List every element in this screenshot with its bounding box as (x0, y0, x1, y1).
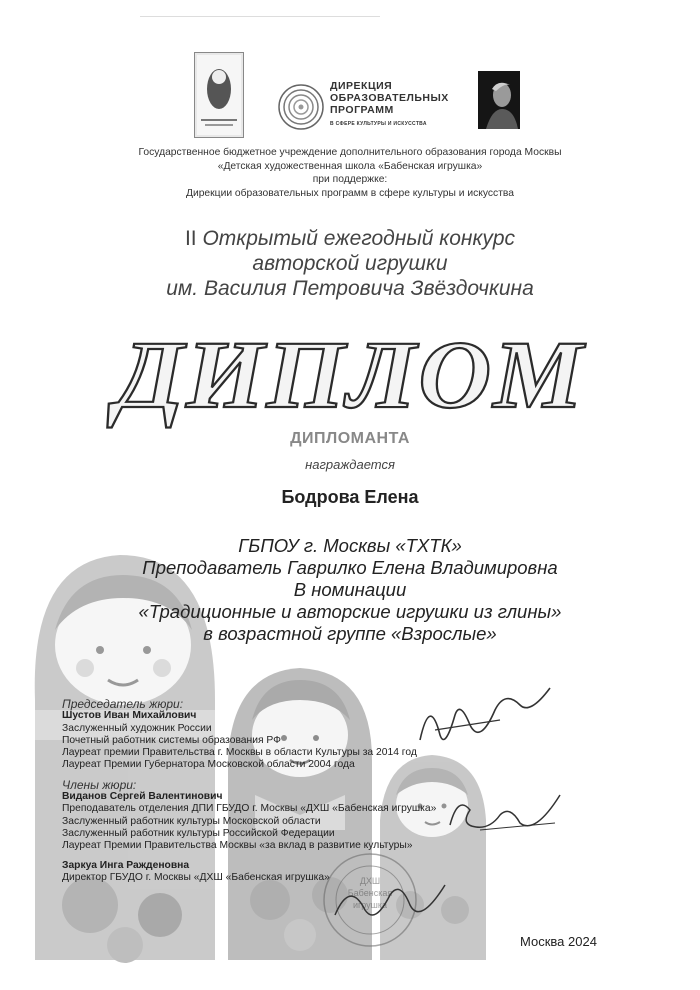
jury-title-line: Преподаватель отделения ДПИ ГБУДО г. Москвы «ДХШ «Бабенская игрушка» (62, 803, 437, 815)
detail-line: В номинации (293, 579, 407, 600)
detail-line: ГБПОУ г. Москвы «ТХТК» (238, 535, 462, 556)
jury-title-line: Директор ГБУДО г. Москвы «ДХШ «Бабенская игрушка» (62, 871, 330, 883)
directorate-rings-logo-icon (276, 82, 326, 132)
organizer-line: при поддержке: (312, 174, 388, 185)
diploma-heading-text: ДИПЛОМ (106, 322, 587, 428)
jury-title-line: Почетный работник системы образования РФ (62, 734, 281, 746)
detail-line: «Традиционные и авторские игрушки из глины» (138, 601, 562, 622)
jury-title-line: Заслуженный работник культуры Российской Федерации (62, 827, 335, 839)
svg-text:ДХШ: ДХШ (359, 876, 381, 886)
signature-chair-icon (410, 680, 560, 760)
school-book-logo-icon (194, 52, 244, 138)
directorate-logo-line: ПРОГРАММ (330, 104, 394, 116)
contest-line: авторской игрушки (252, 252, 448, 275)
jury-title-line: Заслуженный художник России (62, 722, 212, 734)
organizer-block (100, 146, 600, 200)
jury-member-name: Заркуа Инга Ражденовна (62, 859, 190, 871)
recipient-name: Бодрова Елена (281, 487, 419, 507)
contest-title (80, 226, 620, 301)
contest-line: Открытый ежегодный конкурс (202, 227, 516, 250)
svg-text:Бабенская: Бабенская (347, 888, 393, 898)
organizer-line: «Детская художественная школа «Бабенская игрушка» (217, 160, 483, 172)
jury-chair-name: Шустов Иван Михайлович (62, 710, 197, 722)
award-details (60, 535, 640, 645)
directorate-logo-line: ДИРЕКЦИЯ (330, 80, 393, 92)
footer-year: 2024 (568, 934, 597, 949)
contest-line: им. Василия Петровича Звёздочкина (166, 277, 534, 300)
awarded-label: награждается (305, 457, 395, 472)
jury-title-line: Лауреат премии Правительства г. Москвы в области Культуры за 2014 год (62, 747, 417, 759)
jury-title-line: Лауреат Премии Правительства Москвы «за вклад в развитие культуры» (62, 840, 413, 852)
footer-city: Москва (520, 934, 565, 949)
footer-city-year (520, 934, 597, 949)
directorate-logo-tagline: В СФЕРЕ КУЛЬТУРЫ И ИСКУССТВА (330, 121, 427, 127)
portrait-photo-icon (478, 71, 520, 129)
organizer-line: Дирекции образовательных программ в сфере культуры и искусства (185, 187, 515, 199)
signature-member2-icon (330, 870, 450, 930)
organizer-line: Государственное бюджетное учреждение дополнительного образования города Москвы (138, 147, 562, 158)
directorate-logo-text (330, 80, 460, 130)
jury-title-line: Заслуженный работник культуры Московской области (62, 815, 321, 827)
jury-members-heading: Члены жюри: (62, 777, 137, 792)
detail-line: в возрастной группе «Взрослые» (203, 623, 497, 644)
directorate-logo-line: ОБРАЗОВАТЕЛЬНЫХ (330, 92, 449, 104)
signature-member1-icon (440, 785, 570, 845)
jury-chair-heading: Председатель жюри: (62, 697, 184, 711)
diploma-kind: ДИПЛОМАНТА (290, 430, 410, 447)
diploma-heading (100, 322, 600, 432)
jury-title-line: Лауреат Премии Губернатора Московской области 2004 года (62, 759, 355, 771)
jury-member-name: Виданов Сергей Валентинович (62, 791, 223, 803)
contest-number: II (184, 227, 197, 250)
svg-text:игрушка: игрушка (352, 900, 388, 910)
detail-line: Преподаватель Гаврилко Елена Владимировна (142, 557, 558, 578)
